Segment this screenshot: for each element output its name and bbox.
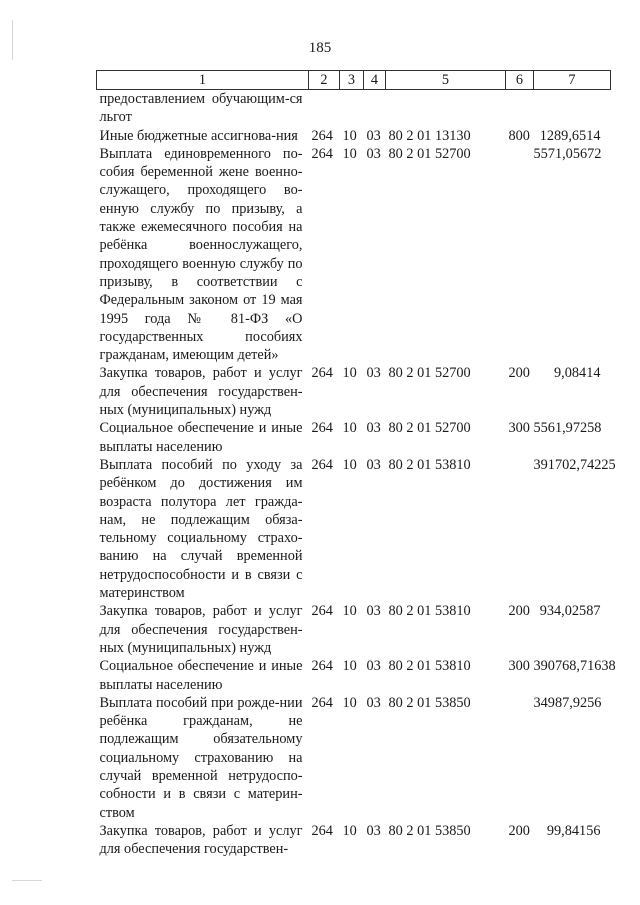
- code-cell-c3: 10: [342, 127, 357, 144]
- amount-cell: 5571,05672: [533, 145, 602, 162]
- row-name-cell: Закупка товаров, работ и услуг для обеспечения государствен-ных (муниципальных) нужд: [99, 603, 303, 656]
- code-cell-c2: 264: [311, 456, 333, 473]
- code-cell-c5: 80 2 01 52700: [388, 420, 471, 437]
- row-name-cell: Социальное обеспечение и иные выплаты населению: [99, 420, 303, 455]
- code-cell-c4: 03: [366, 603, 381, 620]
- table-row: [97, 419, 611, 456]
- column-header: 4: [364, 71, 386, 90]
- code-cell-c2: 264: [311, 420, 333, 437]
- code-cell-c2: 264: [311, 658, 333, 675]
- row-name-cell: Социальное обеспечение и иные выплаты населению: [99, 658, 303, 693]
- amount-cell: 391702,74225: [533, 456, 616, 473]
- amount-cell: 99,84156: [546, 822, 601, 839]
- code-cell-c6: 200: [508, 603, 530, 620]
- amount-cell: 5561,97258: [533, 420, 602, 437]
- column-header: 7: [534, 71, 611, 90]
- code-cell-c6: 300: [508, 658, 530, 675]
- table-row: [97, 456, 611, 602]
- code-cell-c4: 03: [366, 420, 381, 437]
- amount-cell: 934,02587: [539, 603, 601, 620]
- code-cell-c5: 80 2 01 53850: [388, 694, 471, 711]
- code-cell-c4: 03: [366, 145, 381, 162]
- code-cell-c5: 80 2 01 13130: [388, 127, 471, 144]
- code-cell-c4: [364, 90, 386, 127]
- code-cell-c3: 10: [342, 658, 357, 675]
- code-cell-c5: 80 2 01 53850: [388, 822, 471, 839]
- column-header: 3: [340, 71, 364, 90]
- code-cell-c2: 264: [311, 694, 333, 711]
- scan-artifact: [12, 20, 13, 60]
- code-cell-c3: 10: [342, 694, 357, 711]
- table-row: [97, 602, 611, 657]
- table-row: [97, 145, 611, 365]
- column-header: 6: [506, 71, 534, 90]
- table-row: [97, 90, 611, 127]
- row-name-cell: Выплата пособий при рожде-нии ребёнка гражданам, не подлежащим обязательному социальному страхованию на случай временной нетрудоспо-собности и в связи с материн-ством: [99, 694, 303, 821]
- code-cell-c4: 03: [366, 127, 381, 144]
- table-row: [97, 822, 611, 859]
- column-header: 2: [309, 71, 340, 90]
- table-body: [97, 90, 616, 859]
- row-name-cell: предоставлением обучающим-ся льгот: [99, 91, 303, 126]
- amount-cell: 34987,9256: [533, 694, 602, 711]
- amount-cell: [534, 90, 611, 127]
- code-cell-c5: [386, 90, 506, 127]
- code-cell-c2: 264: [311, 365, 333, 382]
- code-cell-c6: [506, 694, 534, 822]
- table-row: [97, 364, 611, 419]
- code-cell-c4: 03: [366, 822, 381, 839]
- amount-cell: 9,08414: [554, 365, 601, 382]
- code-cell-c6: 200: [508, 365, 530, 382]
- amount-cell: 390768,71638: [533, 658, 616, 675]
- page-number: 185: [308, 40, 332, 56]
- code-cell-c6: 800: [508, 127, 530, 144]
- code-cell-c6: [506, 90, 534, 127]
- code-cell-c3: 10: [342, 822, 357, 839]
- table-row: [97, 657, 611, 694]
- code-cell-c3: [340, 90, 364, 127]
- table-row: [97, 127, 611, 145]
- amount-cell: 1289,6514: [539, 127, 601, 144]
- scan-artifact: [12, 880, 42, 881]
- code-cell-c5: 80 2 01 52700: [388, 365, 471, 382]
- row-name-cell: Выплата пособий по уходу за ребёнком до достижения им возраста полутора лет гражда-нам, не подлежащим обяза-тельному социальному страхо-ванию на случай временной нетрудоспособности и в связи с материнством: [99, 456, 303, 602]
- table-header-row: [97, 71, 611, 90]
- code-cell-c6: [506, 456, 534, 602]
- column-header: 5: [386, 71, 506, 90]
- code-cell-c5: 80 2 01 52700: [388, 145, 471, 162]
- code-cell-c5: 80 2 01 53810: [388, 603, 471, 620]
- code-cell-c4: 03: [366, 456, 381, 473]
- code-cell-c2: 264: [311, 603, 333, 620]
- code-cell-c3: 10: [342, 145, 357, 162]
- row-name-cell: Выплата единовременного по-собия беременной жене военно-служащего, проходящего во-енную службу по призыву, а также ежемесячного пособия на ребёнка военнослужащего, проходящего военную службу по призыву, в соответствии с Федеральным законом от 19 мая 1995 года № 81-ФЗ «О государственных пособиях гражданам, имеющим детей»: [99, 145, 303, 364]
- code-cell-c5: 80 2 01 53810: [388, 658, 471, 675]
- code-cell-c4: 03: [366, 365, 381, 382]
- code-cell-c3: 10: [342, 603, 357, 620]
- code-cell-c2: [309, 90, 340, 127]
- code-cell-c2: 264: [311, 127, 333, 144]
- code-cell-c2: 264: [311, 822, 333, 839]
- code-cell-c4: 03: [366, 658, 381, 675]
- code-cell-c2: 264: [311, 145, 333, 162]
- table-row: [97, 694, 611, 822]
- code-cell-c4: 03: [366, 694, 381, 711]
- row-name-cell: Закупка товаров, работ и услуг для обеспечения государствен-: [99, 822, 303, 858]
- code-cell-c3: 10: [342, 420, 357, 437]
- code-cell-c3: 10: [342, 365, 357, 382]
- code-cell-c6: 300: [508, 420, 530, 437]
- code-cell-c6: 200: [508, 822, 530, 839]
- code-cell-c3: 10: [342, 456, 357, 473]
- row-name-cell: Иные бюджетные ассигнова-ния: [99, 127, 298, 144]
- column-header: 1: [97, 71, 309, 90]
- row-name-cell: Закупка товаров, работ и услуг для обеспечения государствен-ных (муниципальных) нужд: [99, 365, 303, 419]
- budget-table: [96, 70, 616, 858]
- code-cell-c5: 80 2 01 53810: [388, 456, 471, 473]
- code-cell-c6: [506, 145, 534, 365]
